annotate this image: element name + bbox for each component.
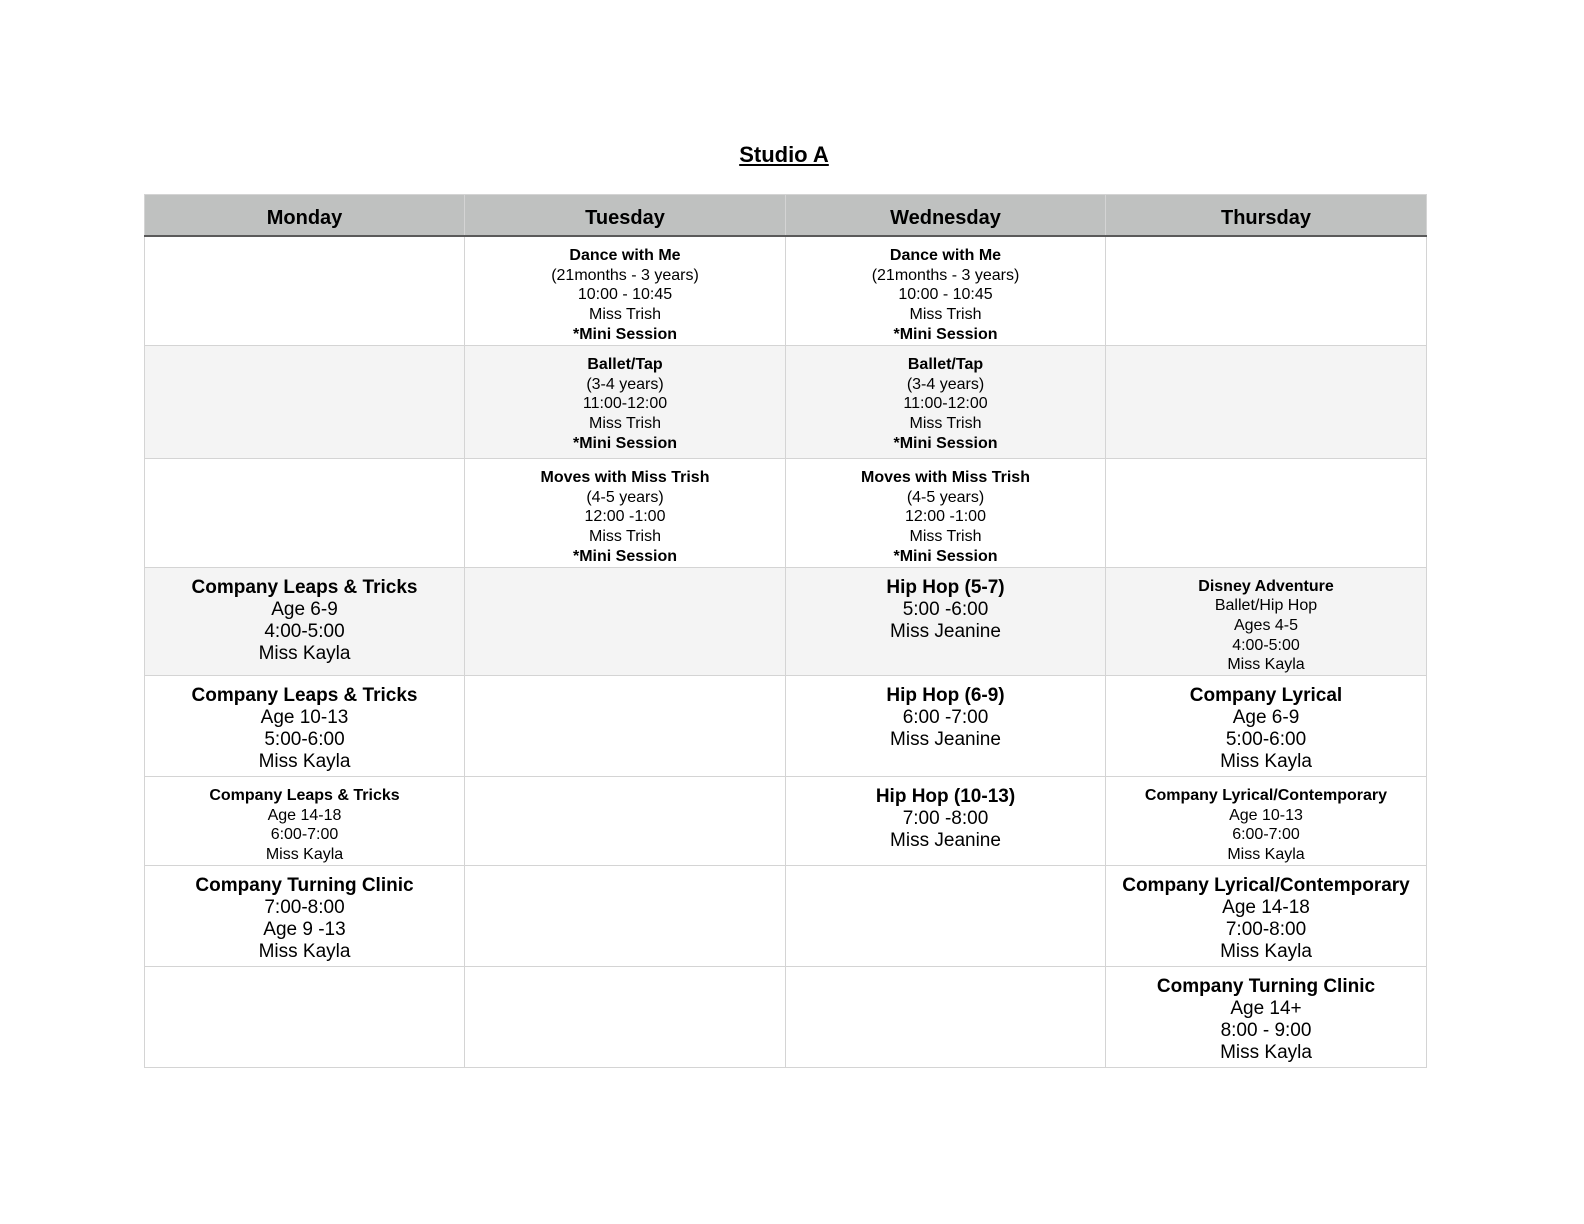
schedule-cell-tuesday: [465, 777, 786, 866]
schedule-cell-monday: [145, 865, 465, 966]
class-entry: [786, 346, 1105, 454]
class-detail: Age 10-13: [1229, 806, 1303, 824]
schedule-row: [145, 236, 1427, 346]
class-detail: Miss Kayla: [1220, 751, 1312, 773]
class-detail: 11:00-12:00: [903, 395, 988, 413]
class-entry: [465, 568, 785, 577]
class-detail: Age 10-13: [260, 707, 349, 729]
schedule-row: [145, 966, 1427, 1067]
class-entry: [786, 237, 1105, 345]
class-detail: 10:00 - 10:45: [898, 286, 993, 304]
class-entry: [145, 346, 464, 355]
schedule-cell-monday: [145, 966, 465, 1067]
schedule-cell-thursday: [1106, 236, 1427, 346]
class-name: Hip Hop (10-13): [875, 786, 1016, 808]
class-detail: Miss Kayla: [258, 940, 351, 962]
column-header-wednesday: Wednesday: [786, 195, 1106, 237]
page-title: Studio A: [739, 142, 829, 167]
schedule-cell-thursday: [1106, 567, 1427, 676]
class-detail: 7:00 -8:00: [902, 808, 989, 830]
class-detail: 10:00 - 10:45: [577, 286, 673, 304]
class-name: Moves with Miss Trish: [861, 469, 1030, 486]
class-detail: 5:00-6:00: [264, 729, 345, 751]
class-detail: Miss Kayla: [258, 642, 351, 664]
class-detail: Miss Kayla: [1220, 1041, 1312, 1063]
class-entry: [1106, 568, 1426, 676]
schedule-cell-monday: [145, 567, 465, 676]
class-detail: *Mini Session: [893, 325, 998, 343]
class-entry: [786, 568, 1105, 643]
class-detail: 7:00-8:00: [264, 896, 345, 918]
class-name: Company Lyrical/Contemporary: [1122, 874, 1410, 896]
schedule-cell-wednesday: [786, 236, 1106, 346]
class-detail: 11:00-12:00: [582, 395, 668, 413]
class-detail: (4-5 years): [906, 488, 985, 506]
schedule-cell-thursday: [1106, 777, 1427, 866]
schedule-cell-thursday: [1106, 459, 1427, 568]
schedule-cell-tuesday: [465, 865, 786, 966]
class-entry: [145, 866, 464, 963]
schedule-cell-monday: [145, 459, 465, 568]
class-detail: 7:00-8:00: [1225, 918, 1307, 940]
schedule-cell-monday: [145, 236, 465, 346]
class-entry: [786, 459, 1105, 567]
class-detail: 6:00-7:00: [1232, 826, 1300, 844]
class-name: Moves with Miss Trish: [540, 469, 710, 486]
schedule-cell-monday: [145, 676, 465, 777]
class-entry: [1106, 676, 1426, 773]
class-entry: [1106, 777, 1426, 865]
class-name: Company Leaps & Tricks: [191, 685, 418, 707]
schedule-body: [145, 236, 1427, 1067]
class-detail: Miss Trish: [589, 528, 661, 546]
class-detail: 6:00-7:00: [270, 826, 339, 844]
class-entry: [465, 459, 785, 567]
class-entry: [1106, 237, 1426, 246]
class-detail: Miss Kayla: [1227, 656, 1305, 674]
class-detail: 5:00 -6:00: [902, 598, 989, 620]
class-detail: Miss Kayla: [258, 751, 351, 773]
class-name: Dance with Me: [889, 247, 1002, 264]
schedule-cell-tuesday: [465, 966, 786, 1067]
class-detail: Age 14-18: [1222, 896, 1310, 918]
class-entry: [465, 346, 785, 454]
schedule-row: [145, 459, 1427, 568]
class-detail: Miss Trish: [909, 415, 982, 433]
class-name: Dance with Me: [569, 247, 681, 264]
class-name: Company Leaps & Tricks: [209, 787, 400, 805]
class-detail: 4:00-5:00: [264, 620, 345, 642]
class-entry: [1106, 346, 1426, 355]
class-detail: Miss Trish: [909, 528, 982, 546]
class-entry: [786, 866, 1105, 875]
schedule-table: [144, 194, 1427, 1068]
class-entry: [465, 967, 785, 976]
schedule-cell-wednesday: [786, 865, 1106, 966]
class-entry: [465, 866, 785, 875]
class-detail: *Mini Session: [572, 434, 678, 452]
column-header-tuesday: Tuesday: [465, 195, 786, 237]
schedule-cell-monday: [145, 346, 465, 459]
class-entry: [465, 676, 785, 685]
class-entry: [145, 676, 464, 773]
class-name: Hip Hop (5-7): [886, 576, 1005, 598]
class-detail: (21months - 3 years): [551, 266, 699, 284]
class-detail: Age 9 -13: [263, 918, 346, 940]
schedule-row: [145, 777, 1427, 866]
class-entry: [465, 237, 785, 345]
class-name: Company Leaps & Tricks: [191, 576, 418, 598]
schedule-row: [145, 567, 1427, 676]
schedule-cell-wednesday: [786, 777, 1106, 866]
class-detail: *Mini Session: [572, 325, 678, 343]
schedule-cell-thursday: [1106, 676, 1427, 777]
column-header-thursday: Thursday: [1106, 195, 1427, 237]
class-name: Hip Hop (6-9): [886, 685, 1005, 707]
class-detail: (4-5 years): [586, 488, 664, 506]
column-header-monday: Monday: [145, 195, 465, 237]
class-detail: 12:00 -1:00: [905, 508, 986, 526]
schedule-cell-tuesday: [465, 567, 786, 676]
schedule-row: [145, 346, 1427, 459]
class-detail: Age 14+: [1230, 997, 1302, 1019]
schedule-cell-wednesday: [786, 966, 1106, 1067]
class-detail: Miss Trish: [589, 306, 661, 324]
class-detail: (3-4 years): [906, 375, 985, 393]
class-name: Company Lyrical/Contemporary: [1144, 787, 1388, 805]
class-detail: Age 14-18: [267, 806, 342, 824]
class-detail: Miss Kayla: [265, 846, 344, 864]
class-detail: Miss Jeanine: [890, 830, 1001, 852]
class-detail: (3-4 years): [586, 375, 664, 393]
class-detail: Miss Trish: [909, 306, 982, 324]
class-name: Company Turning Clinic: [195, 874, 414, 896]
schedule-cell-thursday: [1106, 346, 1427, 459]
schedule-row: [145, 865, 1427, 966]
class-detail: Miss Kayla: [1227, 846, 1305, 864]
class-detail: Miss Trish: [589, 415, 661, 433]
class-detail: Miss Jeanine: [890, 729, 1001, 751]
class-detail: 12:00 -1:00: [584, 508, 666, 526]
class-name: Company Turning Clinic: [1156, 975, 1376, 997]
class-entry: [786, 967, 1105, 976]
schedule-cell-wednesday: [786, 676, 1106, 777]
schedule-cell-wednesday: [786, 346, 1106, 459]
schedule-cell-monday: [145, 777, 465, 866]
class-entry: [465, 777, 785, 786]
schedule-cell-thursday: [1106, 865, 1427, 966]
class-detail: Miss Jeanine: [890, 620, 1001, 642]
schedule-cell-thursday: [1106, 966, 1427, 1067]
class-entry: [145, 459, 464, 468]
class-name: Ballet/Tap: [907, 356, 984, 373]
class-detail: Ages 4-5: [1233, 616, 1299, 634]
header-row: [145, 195, 1427, 237]
class-detail: Miss Kayla: [1220, 940, 1312, 962]
class-detail: 4:00-5:00: [1232, 636, 1300, 654]
class-entry: [145, 967, 464, 976]
class-name: Disney Adventure: [1198, 577, 1334, 595]
schedule-cell-tuesday: [465, 676, 786, 777]
schedule-cell-tuesday: [465, 346, 786, 459]
schedule-cell-tuesday: [465, 459, 786, 568]
class-entry: [145, 237, 464, 246]
class-name: Company Lyrical: [1189, 685, 1343, 707]
class-entry: [786, 676, 1105, 751]
schedule-cell-wednesday: [786, 459, 1106, 568]
class-detail: *Mini Session: [893, 434, 998, 452]
class-detail: 6:00 -7:00: [902, 707, 989, 729]
schedule-row: [145, 676, 1427, 777]
class-entry: [145, 568, 464, 665]
class-detail: *Mini Session: [893, 547, 998, 565]
class-entry: [145, 777, 464, 865]
schedule-cell-tuesday: [465, 236, 786, 346]
class-detail: 5:00-6:00: [1225, 729, 1307, 751]
class-entry: [1106, 459, 1426, 468]
class-entry: [786, 777, 1105, 852]
class-detail: 8:00 - 9:00: [1220, 1019, 1312, 1041]
class-detail: *Mini Session: [572, 547, 678, 565]
class-detail: Age 6-9: [1232, 707, 1300, 729]
class-detail: Age 6-9: [271, 598, 338, 620]
schedule-cell-wednesday: [786, 567, 1106, 676]
class-name: Ballet/Tap: [587, 356, 663, 373]
class-detail: Ballet/Hip Hop: [1214, 597, 1318, 615]
class-entry: [1106, 967, 1426, 1064]
class-entry: [1106, 866, 1426, 963]
class-detail: (21months - 3 years): [871, 266, 1020, 284]
